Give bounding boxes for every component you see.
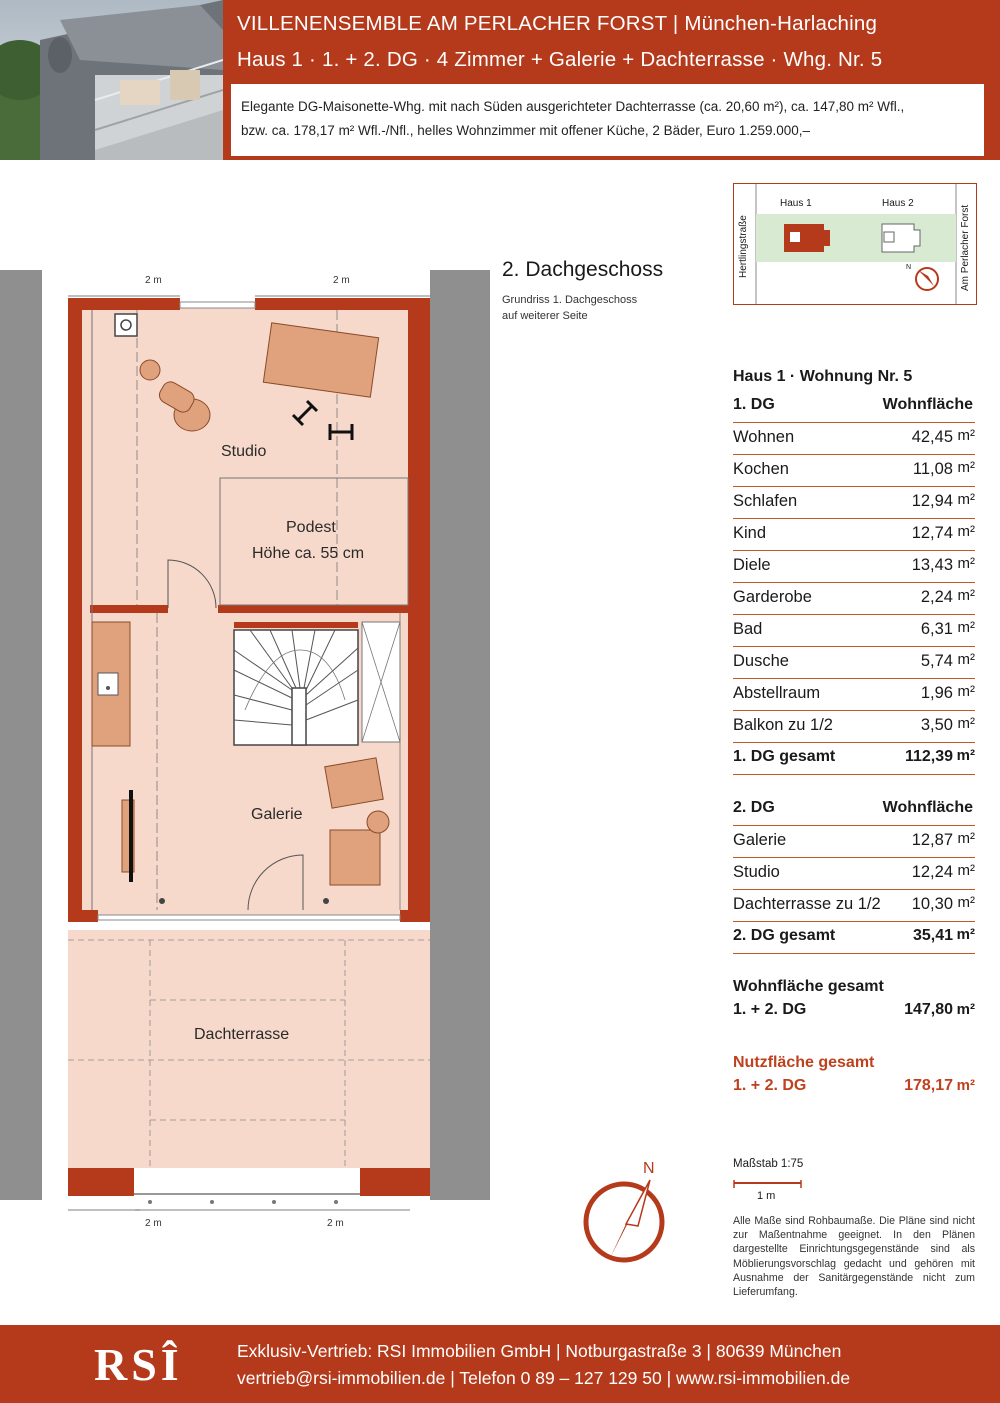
- table1-title: Haus 1 · Wohnung Nr. 5: [733, 368, 913, 385]
- row-unit: m²: [957, 523, 975, 540]
- description-box: [231, 84, 984, 156]
- total-unit: m²: [956, 926, 975, 943]
- table2: [733, 794, 975, 954]
- table1-total-row: [733, 743, 975, 775]
- scale-label: Maßstab 1:75: [733, 1158, 804, 1170]
- table-row: [733, 487, 975, 519]
- room-galerie: Galerie: [251, 806, 303, 823]
- row-label: Diele: [733, 556, 771, 574]
- rsi-logo: RSÎ: [94, 1339, 183, 1390]
- header-title: VILLENENSEMBLE AM PERLACHER FORST | München-Harlaching: [237, 12, 878, 35]
- row-unit: m²: [957, 683, 975, 700]
- footer: [0, 1325, 1000, 1403]
- scale: [733, 1158, 975, 1202]
- roof-left: [0, 270, 42, 1200]
- roof-right: [430, 270, 490, 1200]
- description-line-1: Elegante DG-Maisonette-Whg. mit nach Süden ausgerichteter Dachterrasse (ca. 20,60 m²), ca. 147,80 m² Wfl.,: [241, 99, 905, 114]
- row-label: Galerie: [733, 831, 787, 849]
- nutz-total-unit: m²: [956, 1077, 975, 1094]
- header: [0, 0, 1000, 160]
- site-street-right: Am Perlacher Forst: [960, 204, 971, 291]
- table1: [733, 391, 975, 775]
- footer-content: [24, 1325, 976, 1403]
- table-row: [733, 583, 975, 615]
- table-row: [733, 826, 975, 858]
- description-line-2: bzw. ca. 178,17 m² Wfl.-/Nfl., helles Wohnzimmer mit offener Küche, 2 Bäder, Euro 1.259.000,–: [241, 123, 811, 138]
- terrace-floor: [68, 930, 430, 1168]
- wohn-total-title: Wohnfläche gesamt: [733, 978, 884, 995]
- table-row: [733, 679, 975, 711]
- table-row: [733, 615, 975, 647]
- total-label: 2. DG gesamt: [733, 927, 836, 944]
- table-row: [733, 711, 975, 743]
- floor-plan-drawing: [0, 270, 490, 1240]
- row-unit: m²: [957, 862, 975, 879]
- compass: [580, 1160, 670, 1265]
- floor-title: 2. Dachgeschoss: [502, 258, 664, 281]
- disclaimer: Alle Maße sind Rohbaumaße. Die Pläne sind nicht zur Maßentnahme geeignet. In den Plänen dargestellte Einrichtungsgegenstände sind als Möblierungsvorschlag gedacht und gehören mit Ausnahme der Sanitärgegenstände nicht zum Lieferumfang.: [733, 1215, 975, 1299]
- table2-head-left: 2. DG: [733, 799, 775, 816]
- nutz-total-label: 1. + 2. DG: [733, 1077, 807, 1094]
- row-value: 42,45: [911, 428, 953, 446]
- site-street-left: Hertlingstraße: [738, 215, 749, 278]
- row-label: Studio: [733, 863, 780, 881]
- row-unit: m²: [957, 427, 975, 444]
- row-value: 6,31: [920, 620, 953, 638]
- room-dachterrasse: Dachterrasse: [194, 1026, 290, 1043]
- header-banner: [223, 0, 1000, 160]
- table-row: [733, 647, 975, 679]
- dim-top-left: 2 m: [145, 275, 162, 286]
- row-unit: m²: [957, 830, 975, 847]
- row-value: 12,94: [911, 492, 953, 510]
- row-value: 13,43: [911, 556, 953, 574]
- row-label: Wohnen: [733, 428, 795, 446]
- site-north: N: [906, 264, 912, 271]
- row-value: 3,50: [920, 716, 953, 734]
- total-label: 1. DG gesamt: [733, 748, 836, 765]
- table-row: [733, 890, 975, 922]
- room-podest-height: Höhe ca. 55 cm: [252, 545, 365, 562]
- row-unit: m²: [957, 491, 975, 508]
- nutz-total-value: 178,17: [904, 1077, 953, 1094]
- row-value: 1,96: [920, 684, 953, 702]
- table2-total-row: [733, 922, 975, 954]
- site-map: [733, 183, 977, 305]
- row-value: 2,24: [920, 588, 953, 606]
- table-row: [733, 423, 975, 455]
- header-subtitle: Haus 1 · 1. + 2. DG · 4 Zimmer + Galerie + Dachterrasse · Whg. Nr. 5: [237, 48, 883, 71]
- hero-image: [0, 0, 223, 160]
- table2-header: [733, 794, 975, 826]
- footer-line-2[interactable]: vertrieb@rsi-immobilien.de | Telefon 0 89 – 127 129 50 | www.rsi-immobilien.de: [237, 1368, 851, 1388]
- header-text: [231, 4, 976, 152]
- row-value: 5,74: [920, 652, 953, 670]
- dim-bottom-right: 2 m: [327, 1218, 344, 1229]
- site-label-house-1: Haus 1: [780, 198, 812, 209]
- staircase: [234, 622, 358, 745]
- wohn-total-value: 147,80: [904, 1001, 953, 1018]
- floor-note-line-2: auf weiterer Seite: [502, 310, 588, 322]
- compass-icon: [580, 1160, 670, 1265]
- dim-top-right: 2 m: [333, 275, 350, 286]
- row-label: Abstellraum: [733, 684, 821, 702]
- stove: [115, 314, 137, 336]
- row-label: Balkon zu 1/2: [733, 716, 833, 734]
- row-label: Schlafen: [733, 492, 798, 510]
- row-label: Kochen: [733, 460, 789, 478]
- row-label: Garderobe: [733, 588, 812, 606]
- room-podest: Podest: [286, 519, 336, 536]
- total-value: 35,41: [912, 927, 953, 944]
- row-value: 12,87: [911, 831, 953, 849]
- sink: [98, 673, 118, 695]
- row-value: 10,30: [911, 895, 953, 913]
- row-unit: m²: [957, 587, 975, 604]
- wohn-total-label: 1. + 2. DG: [733, 1001, 807, 1018]
- wohn-total-unit: m²: [956, 1001, 975, 1018]
- table1-head-left: 1. DG: [733, 396, 775, 413]
- row-label: Kind: [733, 524, 767, 542]
- row-value: 12,74: [911, 524, 953, 542]
- footer-line-1: Exklusiv-Vertrieb: RSI Immobilien GmbH | Notburgastraße 3 | 80639 München: [237, 1341, 842, 1361]
- dim-bottom-left: 2 m: [145, 1218, 162, 1229]
- total-value: 112,39: [904, 748, 953, 765]
- table-row: [733, 519, 975, 551]
- table2-head-right: Wohnfläche: [882, 799, 973, 816]
- total-unit: m²: [956, 747, 975, 764]
- row-unit: m²: [957, 715, 975, 732]
- scale-bar-label: 1 m: [757, 1190, 776, 1202]
- table-row: [733, 551, 975, 583]
- row-value: 11,08: [912, 460, 953, 478]
- row-unit: m²: [957, 651, 975, 668]
- table-row: [733, 858, 975, 890]
- table1-header: [733, 391, 975, 423]
- room-studio: Studio: [221, 443, 267, 460]
- row-unit: m²: [957, 459, 975, 476]
- floor-plan: [0, 270, 490, 1240]
- floor-note-line-1: Grundriss 1. Dachgeschoss: [502, 294, 638, 306]
- row-unit: m²: [957, 555, 975, 572]
- site-label-house-2: Haus 2: [882, 198, 914, 209]
- table1-head-right: Wohnfläche: [882, 396, 973, 413]
- nutz-total-title: Nutzfläche gesamt: [733, 1054, 875, 1071]
- row-label: Dusche: [733, 652, 789, 670]
- tv: [129, 790, 133, 882]
- row-label: Dachterrasse zu 1/2: [733, 895, 881, 913]
- table-row: [733, 455, 975, 487]
- row-unit: m²: [957, 619, 975, 636]
- row-label: Bad: [733, 620, 763, 638]
- row-unit: m²: [957, 894, 975, 911]
- row-value: 12,24: [911, 863, 953, 881]
- compass-north: N: [643, 1160, 655, 1177]
